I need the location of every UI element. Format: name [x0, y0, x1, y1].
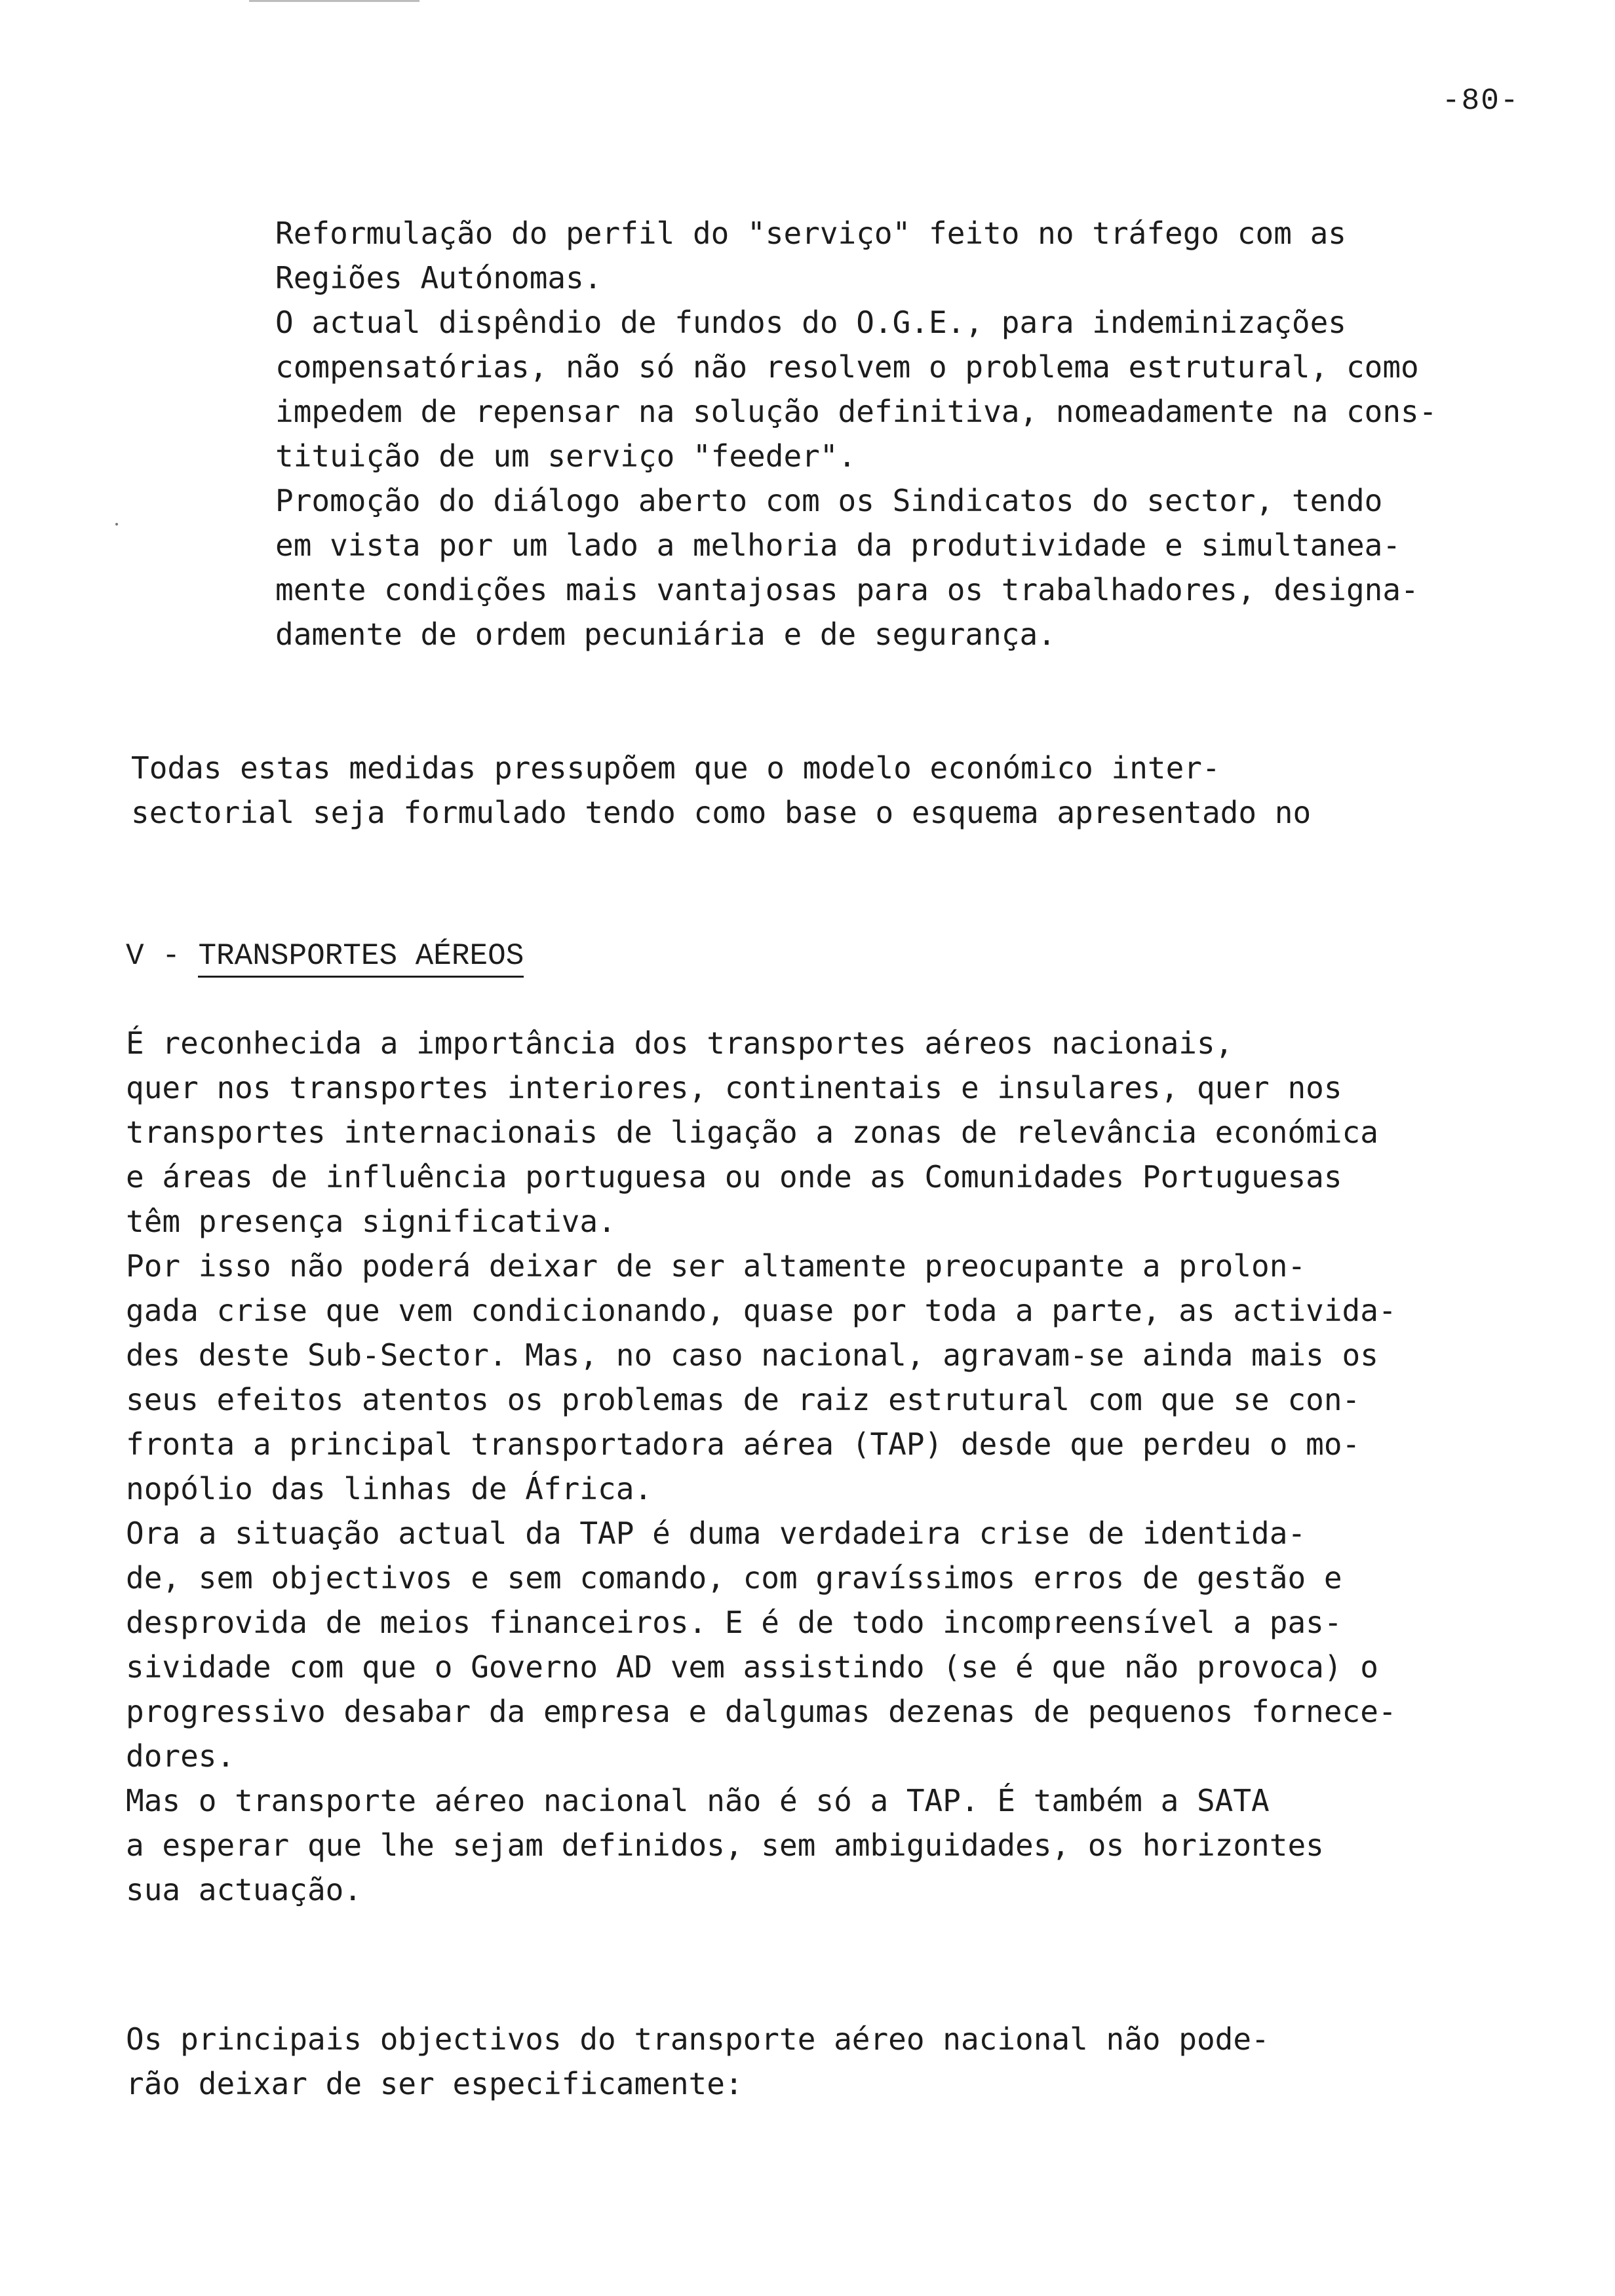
page-number: -80- [1442, 84, 1520, 118]
text-line: tituição de um serviço "feeder". [275, 438, 857, 474]
text-line: rão deixar de ser especificamente: [126, 2066, 743, 2101]
summary-paragraph [131, 746, 1311, 835]
text-line: transportes internacionais de ligação a zonas de relevância económica [126, 1115, 1378, 1150]
text-line: de, sem objectivos e sem comando, com gravíssimos erros de gestão e [126, 1560, 1342, 1596]
text-line: Os principais objectivos do transporte aéreo nacional não pode- [126, 2021, 1270, 2057]
text-line: quer nos transportes interiores, continentais e insulares, quer nos [126, 1070, 1342, 1105]
text-line: Regiões Autónomas. [275, 260, 602, 296]
text-line: seus efeitos atentos os problemas de raiz estrutural com que se con- [126, 1382, 1361, 1417]
measures-list-text [275, 211, 1437, 657]
text-line: impedem de repensar na solução definitiva, nomeadamente na cons- [275, 394, 1437, 429]
text-line: mente condições mais vantajosas para os trabalhadores, designa- [275, 572, 1419, 607]
text-line: Todas estas medidas pressupõem que o modelo económico inter- [131, 750, 1220, 786]
text-line: e áreas de influência portuguesa ou onde as Comunidades Portuguesas [126, 1159, 1342, 1195]
section-title: TRANSPORTES AÉREOS [198, 939, 524, 978]
text-line: desprovida de meios financeiros. E é de todo incompreensível a pas- [126, 1605, 1342, 1640]
text-line: nopólio das linhas de África. [126, 1471, 653, 1506]
text-line: É reconhecida a importância dos transportes aéreos nacionais, [126, 1025, 1234, 1061]
section-number: V - [126, 939, 180, 973]
text-line: Promoção do diálogo aberto com os Sindicatos do sector, tendo [275, 483, 1383, 518]
text-line: Por isso não poderá deixar de ser altamente preocupante a prolon- [126, 1248, 1306, 1284]
text-line: progressivo desabar da empresa e dalgumas dezenas de pequenos fornece- [126, 1694, 1397, 1729]
top-edge-rule [249, 0, 419, 2]
text-line: gada crise que vem condicionando, quase por toda a parte, as activida- [126, 1293, 1397, 1328]
text-line: damente de ordem pecuniária e de segurança. [275, 617, 1056, 652]
text-line: em vista por um lado a melhoria da produtividade e simultanea- [275, 527, 1401, 563]
text-line: a esperar que lhe sejam definidos, sem ambiguidades, os horizontes [126, 1827, 1324, 1863]
text-line: sividade com que o Governo AD vem assistindo (se é que não provoca) o [126, 1649, 1378, 1685]
section-heading [126, 934, 524, 978]
text-line: Reformulação do perfil do "serviço" feito no tráfego com as [275, 216, 1346, 251]
margin-mark [115, 523, 118, 526]
text-line: compensatórias, não só não resolvem o problema estrutural, como [275, 349, 1419, 385]
text-line: O actual dispêndio de fundos do O.G.E., para indeminizações [275, 305, 1346, 340]
text-line: Ora a situação actual da TAP é duma verdadeira crise de identida- [126, 1516, 1306, 1551]
text-line: sua actuação. [126, 1872, 362, 1907]
text-line: des deste Sub-Sector. Mas, no caso nacional, agravam-se ainda mais os [126, 1337, 1378, 1373]
objectives-intro-paragraph [126, 2017, 1270, 2106]
text-line: têm presença significativa. [126, 1204, 616, 1239]
text-line: Mas o transporte aéreo nacional não é só a TAP. É também a SATA [126, 1783, 1270, 1818]
text-line: sectorial seja formulado tendo como base o esquema apresentado no [131, 795, 1312, 830]
text-line: fronta a principal transportadora aérea (TAP) desde que perdeu o mo- [126, 1426, 1361, 1462]
air-transport-section-text [126, 1021, 1397, 1912]
text-line: dores. [126, 1738, 235, 1774]
